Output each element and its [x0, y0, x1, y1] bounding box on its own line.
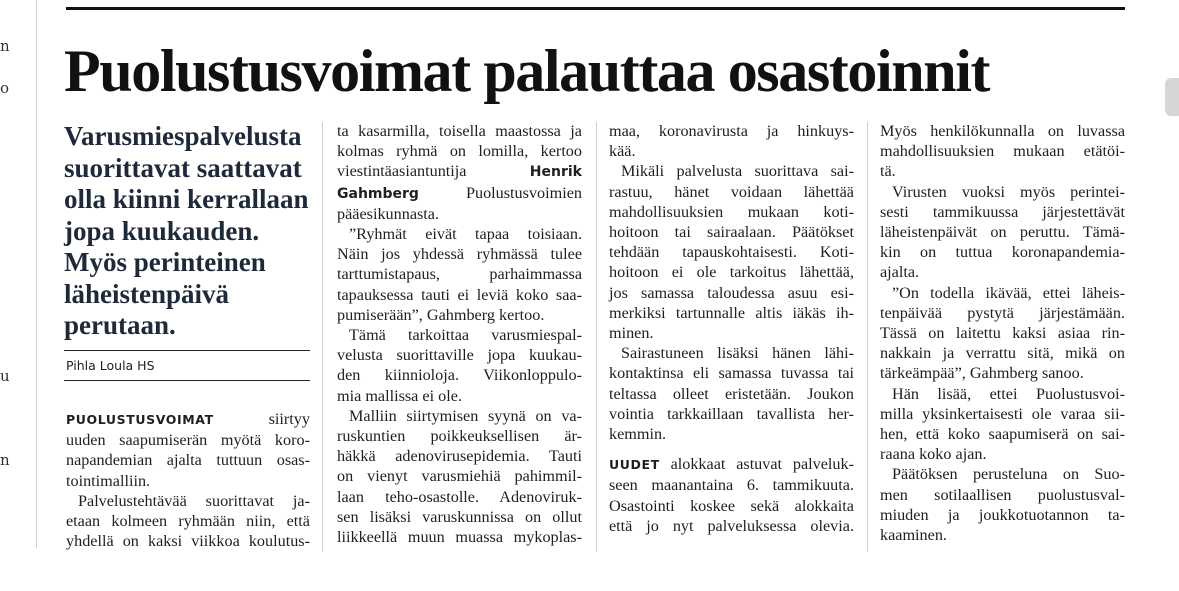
edge-fragment: u: [0, 367, 10, 385]
article-line: kemmin.: [609, 425, 667, 444]
byline: Pihla Loula HS: [66, 358, 155, 373]
article-line: mahdollisuuksien mukaan etätöi-: [880, 142, 1125, 161]
kicker: PUOLUSTUSVOIMAT: [66, 412, 214, 427]
article-line: Mikäli palvelusta suorittava sai-: [621, 162, 854, 181]
column-divider: [596, 122, 597, 552]
byline-rule-top: [64, 350, 310, 351]
article-line: Gahmberg Puolustusvoimien: [337, 183, 582, 202]
article-line: kolmas ryhmä on lomilla, kertoo: [337, 142, 582, 161]
article-line: velusta suorittaville jopa kuukau-: [337, 346, 582, 365]
scroll-handle[interactable]: [1165, 78, 1179, 116]
article-line: että jo nyt palveluksessa olevia.: [609, 516, 854, 535]
article-line: häkkä adenovirusepidemia. Tauti: [337, 447, 582, 466]
article-line: Myös henkilökunnalla on luvassa: [880, 122, 1125, 140]
article-line: Hän lisää, ettei Puolustusvoi-: [892, 384, 1125, 403]
article-line: on vienyt varusmiehiä pahimmil-: [337, 467, 582, 486]
article-line: ajalta.: [880, 263, 920, 282]
article-line: uuden saapumiserän myötä koro-: [66, 431, 310, 450]
article-line: Tämä tarkoittaa varusmiespal-: [349, 326, 582, 345]
top-rule: [66, 7, 1125, 10]
article-line: UUDET alokkaat astuvat palveluk-: [609, 455, 854, 474]
lead-line: olla kiinni kerrallaan: [64, 184, 309, 214]
article-line: Päätöksen perusteluna on Suo-: [892, 465, 1125, 484]
article-line: jos samassa taloudessa asuu esi-: [609, 283, 854, 302]
article-line: milla yksinkertaisesti ole varaa sii-: [880, 404, 1125, 423]
article-line: teltassa olleet eristetään. Joukon: [609, 384, 854, 403]
article-line: miuden ja joukkotuotannon ta-: [880, 505, 1125, 524]
article-line: Osastointi koskee sekä alokkaita: [609, 496, 854, 515]
column-divider: [322, 122, 323, 552]
article-column-3: [609, 121, 854, 536]
edge-fragment: o: [0, 79, 10, 97]
article-line: nakkain ja verrattu sitä, mikä on: [880, 344, 1125, 363]
article-line: rastuu, hänet voidaan lähettää: [609, 182, 854, 201]
article-line: merkiksi tartunnalle altis iäkäs ih-: [609, 303, 854, 322]
article-line: sen lisäksi varuskunnissa on ollut: [337, 507, 582, 526]
article-line: tointimalliin.: [66, 471, 151, 490]
article-line: ”Ryhmät eivät tapaa toisiaan.: [349, 225, 582, 244]
article-line: ”On todella ikävää, ettei läheis-: [892, 283, 1125, 302]
paragraph-gap: [609, 444, 854, 454]
article-line: seen maanantaina 6. tammikuuta.: [609, 476, 854, 495]
article-line: Virusten vuoksi myös perintei-: [892, 182, 1125, 201]
article-line: yhdellä on kaksi viikkoa koulutus-: [66, 532, 310, 551]
article-line: Palvelustehtävää suorittavat ja-: [78, 491, 310, 510]
article-column-4: [880, 121, 1125, 545]
edge-fragment: n: [0, 37, 10, 55]
article-line: men sotilaallisen puolustusval-: [880, 485, 1125, 504]
article-line: tä.: [880, 162, 896, 181]
page-divider: [36, 0, 37, 548]
article-line: Näin jos yhdessä ryhmässä tulee: [337, 245, 582, 264]
article-line: kää.: [609, 142, 636, 161]
article-line: liikkeellä muun muassa mykoplas-: [337, 528, 582, 547]
article-line: tapauksessa tauti ei leviä koko saa-: [337, 285, 582, 304]
article-line: Malliin siirtymisen syynä on va-: [349, 406, 582, 425]
lead-paragraph: [64, 121, 314, 342]
article-line: tenpäivää pystytä järjestämään.: [880, 303, 1125, 322]
article-line: mia mallissa ei ole.: [337, 386, 462, 405]
article-line: viestintäasiantuntija Henrik: [337, 162, 582, 181]
article-line: napandemian ajalta tuttuun osas-: [66, 451, 310, 470]
article-line: läheistenpäivät on peruttu. Tämä-: [880, 223, 1125, 242]
column-divider: [867, 122, 868, 552]
lead-line: Varusmiespalvelusta: [64, 121, 302, 151]
lead-line: suorittavat saattavat: [64, 152, 302, 183]
lead-line: perutaan.: [64, 310, 176, 340]
lead-line: Myös perinteinen: [64, 247, 266, 277]
article-line: hen, että koko saapumiserä on sai-: [880, 425, 1125, 444]
article-line: raana koko ajan.: [880, 445, 987, 464]
article-line: kontaktinsa eli samassa tuvassa tai: [609, 364, 854, 383]
article-line: minen.: [609, 324, 654, 343]
lead-line: läheistenpäivä: [64, 278, 230, 309]
article-line: vointia tarkkaillaan tavallista her-: [609, 404, 854, 423]
article-line: laan teho-osastolle. Adenoviruk-: [337, 487, 582, 506]
article-line: kaaminen.: [880, 526, 947, 545]
article-line: etaan kolmeen ryhmään niin, että: [66, 512, 310, 531]
article-line: Sairastuneen lisäksi hänen lähi-: [621, 344, 854, 363]
article-line: mahdollisuuksien mukaan koti-: [609, 202, 854, 221]
byline-rule-bottom: [64, 380, 310, 381]
kicker: UUDET: [609, 457, 660, 473]
article-line: pääesikunnasta.: [337, 204, 440, 223]
lead-line: jopa kuukauden.: [64, 215, 260, 246]
article-line: sesti tammikuussa järjestettävät: [880, 202, 1125, 221]
edge-fragment: n: [0, 451, 10, 469]
article-line: PUOLUSTUSVOIMAT siirtyy: [66, 410, 310, 428]
article-column-2: [337, 121, 582, 547]
article-line: ruskuntien poikkeuksellisen är-: [337, 427, 582, 446]
article-line: hoitoon tai sairaalaan. Päätökset: [609, 223, 854, 242]
article-line: kin on tuttua koronapandemia-: [880, 243, 1125, 262]
article-line: Tässä on laitettu kaksi asiaa rin-: [880, 324, 1125, 343]
article-line: maa, koronavirusta ja hinkuys-: [609, 122, 854, 140]
adjacent-page-edge: [0, 0, 40, 591]
article-line: tehdään tapauskohtaisesti. Koti-: [609, 243, 854, 262]
headline: Puolustusvoimat palauttaa osastoinnit: [64, 38, 990, 104]
article-line: tarttumistapaus, parhaimmassa: [337, 265, 582, 284]
article-line: den kiinnioloja. Viikonloppulo-: [337, 366, 582, 385]
article-line: tärkeämpää”, Gahmberg sanoo.: [880, 364, 1084, 383]
article-line: ta kasarmilla, toisella maastossa ja: [337, 122, 582, 140]
article-line: hoitoon ei ole tarkoitus lähettää,: [609, 263, 854, 282]
article-line: pumiserään”, Gahmberg kertoo.: [337, 305, 545, 324]
article-column-1: [66, 409, 310, 551]
